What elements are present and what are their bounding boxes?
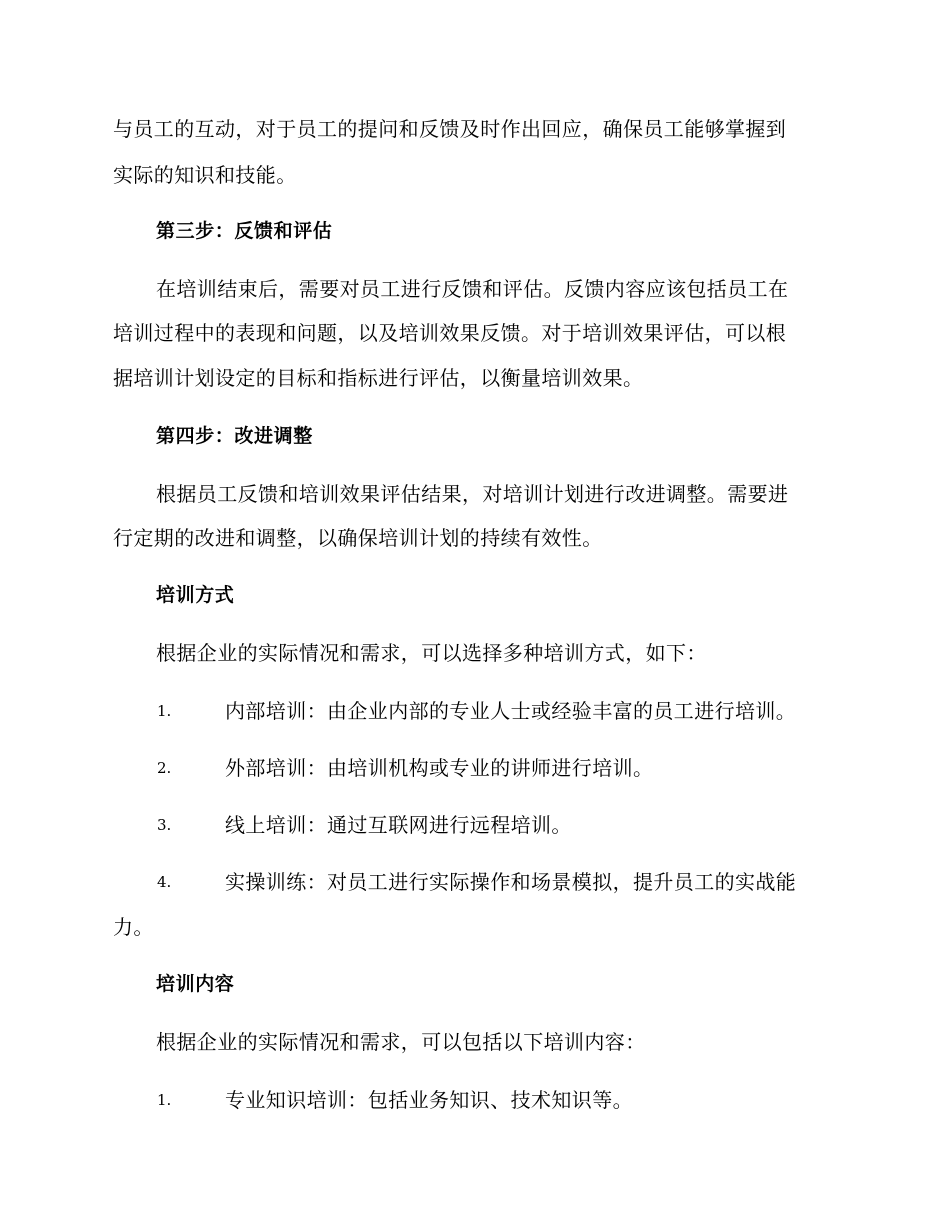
list-item: 外部培训：由培训机构或专业的讲师进行培训。 [225, 756, 654, 780]
list-item: 专业知识培训：包括业务知识、技术知识等。 [225, 1088, 633, 1112]
step3-heading: 第三步：反馈和评估 [156, 220, 333, 242]
list-item-number: 1. [157, 702, 172, 720]
content-heading: 培训内容 [156, 973, 235, 995]
step4-heading: 第四步：改进调整 [156, 425, 313, 447]
list-item-number: 3. [157, 816, 172, 834]
content-intro: 根据企业的实际情况和需求，可以包括以下培训内容： [156, 1030, 646, 1054]
step4-line-1: 根据员工反馈和培训效果评估结果，对培训计划进行改进调整。需要进 [156, 482, 789, 506]
intro-line-1: 与员工的互动，对于员工的提问和反馈及时作出回应，确保员工能够掌握到 [113, 117, 787, 141]
intro-line-2: 实际的知识和技能。 [113, 163, 297, 187]
list-item: 线上培训：通过互联网进行远程培训。 [225, 813, 572, 837]
step3-line-3: 据培训计划设定的目标和指标进行评估，以衡量培训效果。 [113, 366, 644, 390]
methods-heading: 培训方式 [156, 584, 235, 606]
step4-line-2: 行定期的改进和调整，以确保培训计划的持续有效性。 [113, 526, 603, 550]
list-item-number: 2. [157, 759, 172, 777]
list-item-continuation: 力。 [113, 915, 154, 939]
list-item-number: 4. [157, 873, 172, 891]
step3-line-1: 在培训结束后，需要对员工进行反馈和评估。反馈内容应该包括员工在 [156, 277, 789, 301]
list-item: 内部培训：由企业内部的专业人士或经验丰富的员工进行培训。 [225, 699, 797, 723]
methods-intro: 根据企业的实际情况和需求，可以选择多种培训方式，如下： [156, 641, 707, 665]
step3-line-2: 培训过程中的表现和问题，以及培训效果反馈。对于培训效果评估，可以根 [113, 321, 787, 345]
list-item: 实操训练：对员工进行实际操作和场景模拟，提升员工的实战能 [225, 870, 797, 894]
list-item-number: 1. [157, 1091, 172, 1109]
